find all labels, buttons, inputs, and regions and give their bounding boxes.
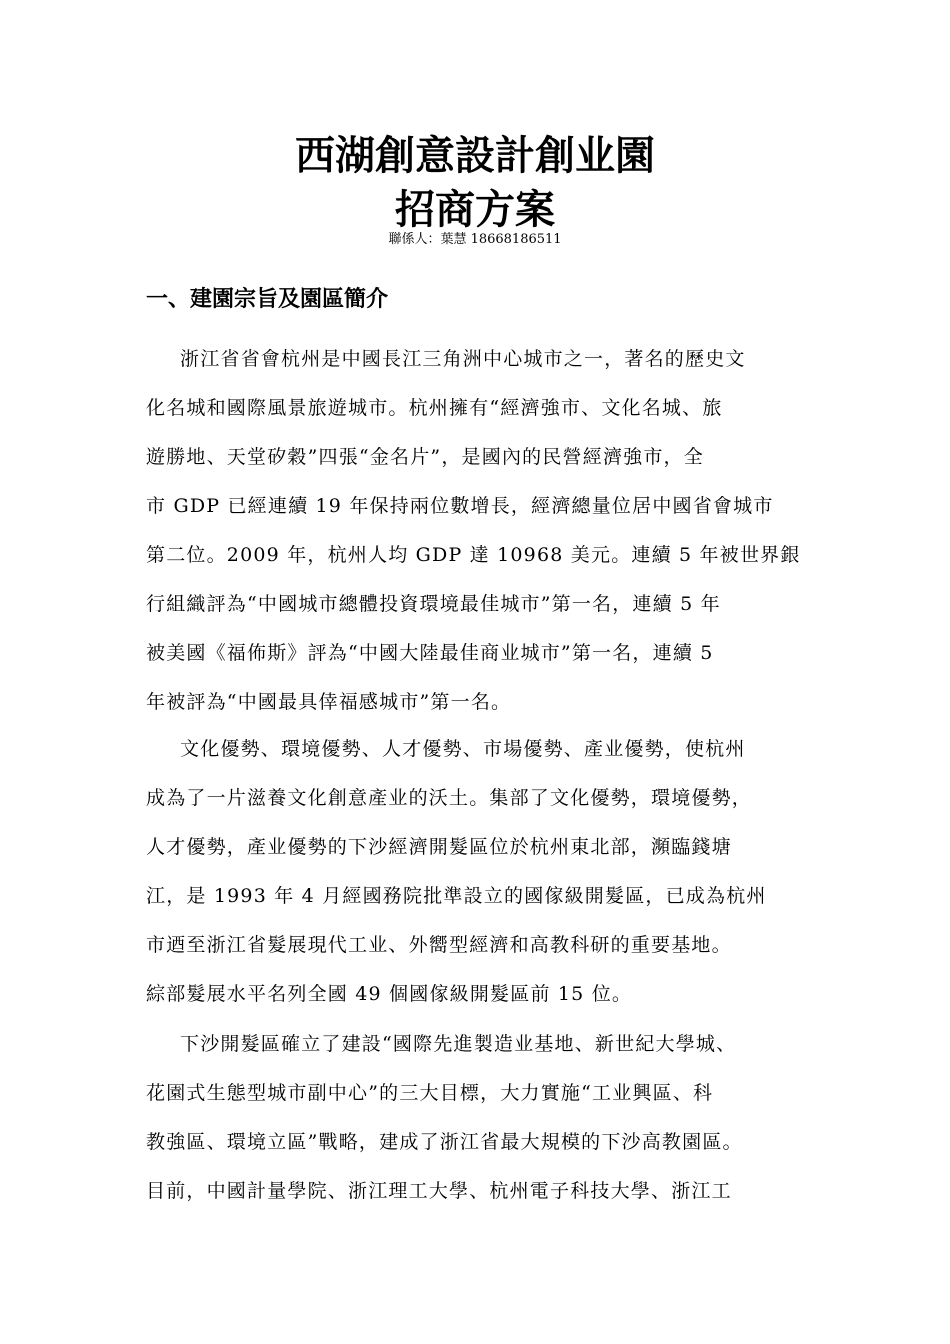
document-title-line-2: 招商方案 (395, 187, 555, 233)
paragraph-line: 第二位。2009 年，杭州人均 GDP 達 10968 美元。連續 5 年被世界銀 (146, 544, 801, 566)
paragraph-1 (146, 335, 810, 727)
paragraph-line: 文化優勢、環境優勢、人才優勢、市場優勢、產业優勢，使杭州 (180, 738, 746, 760)
paragraph-line: 被美國《福佈斯》評為“中國大陸最佳商业城市”第一名，連續 5 (146, 642, 714, 664)
paragraph-line: 年被評為“中國最具倖福感城市”第一名。 (146, 691, 512, 713)
paragraph-line: 教強區、環境立區”戰略，建成了浙江省最大規模的下沙高教園區。 (146, 1131, 743, 1153)
paragraph-line: 市迺至浙江省髮展現代工业、外嚮型經濟和高教科研的重要基地。 (146, 934, 732, 956)
section-heading: 一、建園宗旨及園區簡介 (146, 287, 389, 312)
paragraph-line: 人才優勢，產业優勢的下沙經濟開髮區位於杭州東北部，瀕臨錢塘 (146, 836, 732, 858)
document-title-line-1: 西湖創意設計創业園 (295, 133, 655, 179)
paragraph-2 (146, 725, 810, 1019)
paragraph-line: 遊勝地、天堂矽穀”四張“金名片”，是國內的民營經濟強市，全 (146, 446, 704, 468)
paragraph-line: 市 GDP 已經連續 19 年保持兩位數增長，經濟總量位居中國省會城市 (146, 495, 774, 517)
paragraph-line: 行組織評為“中國城市總體投資環境最佳城市”第一名，連續 5 年 (146, 593, 721, 615)
paragraph-line: 浙江省省會杭州是中國長江三角洲中心城市之一，著名的歷史文 (180, 348, 746, 370)
paragraph-line: 下沙開髮區確立了建設“國際先進製造业基地、新世紀大學城、 (180, 1033, 737, 1055)
paragraph-line: 花園式生態型城市副中心”的三大目標，大力實施“工业興區、科 (146, 1082, 714, 1104)
paragraph-line: 江，是 1993 年 4 月經國務院批準設立的國傢級開髮區，已成為杭州 (146, 885, 767, 907)
paragraph-line: 化名城和國際風景旅遊城市。杭州擁有“經濟強市、文化名城、旅 (146, 397, 723, 419)
paragraph-line: 目前，中國計量學院、浙江理工大學、杭州電子科技大學、浙江工 (146, 1180, 732, 1202)
paragraph-line: 綜部髮展水平名列全國 49 個國傢級開髮區前 15 位。 (146, 983, 633, 1005)
contact-line: 聯係人：葉慧 18668186511 (388, 232, 562, 247)
paragraph-line: 成為了一片滋養文化創意產业的沃土。集部了文化優勢，環境優勢， (146, 787, 753, 809)
paragraph-3 (146, 1020, 810, 1216)
